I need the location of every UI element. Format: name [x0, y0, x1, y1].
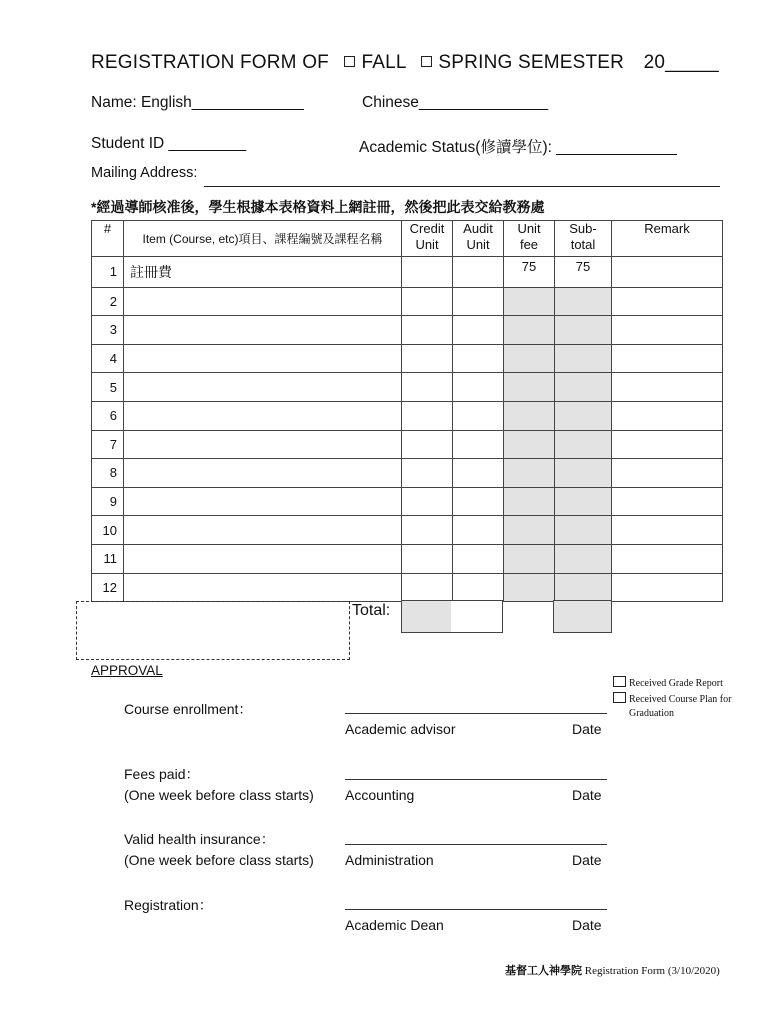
- subtotal-cell[interactable]: [555, 544, 612, 573]
- item-cell[interactable]: 註冊費: [124, 257, 402, 288]
- row-number: 6: [92, 401, 124, 430]
- remark-cell[interactable]: [612, 257, 723, 288]
- credit-unit-cell[interactable]: [402, 459, 453, 488]
- table-row: [92, 516, 723, 545]
- remark-cell[interactable]: [612, 573, 723, 602]
- unit-fee-cell[interactable]: [504, 573, 555, 602]
- subtotal-cell[interactable]: [555, 459, 612, 488]
- table-row: [92, 344, 723, 373]
- signer-dean: Academic Dean: [345, 917, 444, 933]
- total-credit-cell[interactable]: [401, 600, 453, 633]
- audit-unit-cell[interactable]: [453, 544, 504, 573]
- signature-line-dean[interactable]: [345, 909, 607, 910]
- spring-checkbox[interactable]: [421, 56, 432, 67]
- academic-status-field[interactable]: Academic Status(修讀學位): ______________: [359, 139, 677, 156]
- credit-unit-cell[interactable]: [402, 573, 453, 602]
- unit-fee-cell[interactable]: [504, 373, 555, 402]
- approval-label-enrollment: Course enrollment：: [124, 701, 253, 717]
- unit-fee-cell[interactable]: [504, 487, 555, 516]
- signature-line-accounting[interactable]: [345, 779, 607, 780]
- col-credit: Credit Unit: [402, 221, 453, 257]
- remark-cell[interactable]: [612, 316, 723, 345]
- unit-fee-cell[interactable]: [504, 430, 555, 459]
- audit-unit-cell[interactable]: [453, 287, 504, 316]
- table-row: [92, 487, 723, 516]
- credit-unit-cell[interactable]: [402, 287, 453, 316]
- unit-fee-cell[interactable]: [504, 344, 555, 373]
- audit-unit-cell[interactable]: [453, 573, 504, 602]
- table-row: [92, 257, 723, 288]
- row-number: 5: [92, 373, 124, 402]
- credit-unit-cell[interactable]: [402, 316, 453, 345]
- row-number: 7: [92, 430, 124, 459]
- audit-unit-cell[interactable]: [453, 257, 504, 288]
- row-number: 3: [92, 316, 124, 345]
- remark-cell[interactable]: [612, 459, 723, 488]
- student-id-field[interactable]: Student ID _________: [91, 135, 247, 152]
- subtotal-cell[interactable]: [555, 373, 612, 402]
- audit-unit-cell[interactable]: [453, 430, 504, 459]
- subtotal-cell[interactable]: [555, 401, 612, 430]
- item-cell[interactable]: [124, 401, 402, 430]
- signer-administration: Administration: [345, 852, 434, 868]
- table-row: [92, 316, 723, 345]
- table-header-row: [92, 221, 723, 257]
- signature-line-advisor[interactable]: [345, 713, 607, 714]
- remark-cell[interactable]: [612, 487, 723, 516]
- footer-form-label: Registration Form (3/10/2020): [584, 965, 720, 977]
- unit-fee-cell[interactable]: 75: [504, 257, 555, 288]
- date-administration: Date: [572, 852, 602, 868]
- item-cell[interactable]: [124, 544, 402, 573]
- signer-accounting: Accounting: [345, 787, 415, 803]
- grade-report-checkbox[interactable]: [613, 676, 626, 687]
- course-plan-check-line2: Graduation: [629, 708, 674, 719]
- table-row: [92, 287, 723, 316]
- subtotal-cell[interactable]: [555, 573, 612, 602]
- unit-fee-cell[interactable]: [504, 401, 555, 430]
- footer: [505, 962, 720, 978]
- subtotal-cell[interactable]: [555, 287, 612, 316]
- subtotal-cell[interactable]: [555, 316, 612, 345]
- remark-cell[interactable]: [612, 544, 723, 573]
- course-plan-check[interactable]: Received Course Plan for: [613, 692, 731, 705]
- credit-unit-cell[interactable]: [402, 344, 453, 373]
- approval-label-registration: Registration：: [124, 897, 213, 913]
- table-row: [92, 573, 723, 602]
- item-cell[interactable]: [124, 373, 402, 402]
- item-cell[interactable]: [124, 344, 402, 373]
- title-prefix: REGISTRATION FORM OF: [91, 52, 329, 73]
- notes-box[interactable]: [76, 601, 350, 660]
- audit-unit-cell[interactable]: [453, 487, 504, 516]
- table-row: [92, 544, 723, 573]
- unit-fee-cell[interactable]: [504, 459, 555, 488]
- remark-cell[interactable]: [612, 401, 723, 430]
- audit-unit-cell[interactable]: [453, 373, 504, 402]
- approval-label-fees: Fees paid：: [124, 766, 200, 782]
- grade-report-check[interactable]: Received Grade Report: [613, 676, 723, 689]
- col-unit-fee: Unit fee: [504, 221, 555, 257]
- credit-unit-cell[interactable]: [402, 487, 453, 516]
- approval-label-insurance: Valid health insurance：: [124, 831, 275, 847]
- total-label: Total:: [352, 602, 391, 619]
- subtotal-cell[interactable]: [555, 344, 612, 373]
- col-remark: Remark: [612, 221, 723, 257]
- item-cell[interactable]: [124, 316, 402, 345]
- credit-unit-cell[interactable]: [402, 430, 453, 459]
- form-title: [91, 52, 719, 74]
- col-item: Item (Course, etc)項目、課程編號及課程名稱: [124, 221, 402, 257]
- signer-advisor: Academic advisor: [345, 721, 456, 737]
- unit-fee-cell[interactable]: [504, 544, 555, 573]
- row-number: 2: [92, 287, 124, 316]
- item-cell[interactable]: [124, 287, 402, 316]
- remark-cell[interactable]: [612, 430, 723, 459]
- unit-fee-cell[interactable]: [504, 287, 555, 316]
- unit-fee-cell[interactable]: [504, 516, 555, 545]
- col-subtotal: Sub- total: [555, 221, 612, 257]
- course-table: [91, 220, 723, 602]
- subtotal-cell[interactable]: [555, 516, 612, 545]
- total-subtotal-cell[interactable]: [553, 600, 612, 633]
- remark-cell[interactable]: [612, 373, 723, 402]
- table-row: [92, 373, 723, 402]
- name-chinese-field[interactable]: Chinese_______________: [362, 94, 549, 111]
- item-cell[interactable]: [124, 430, 402, 459]
- row-number: 1: [92, 257, 124, 288]
- col-audit: Audit Unit: [453, 221, 504, 257]
- table-row: [92, 401, 723, 430]
- approval-note-insurance: (One week before class starts): [124, 852, 314, 868]
- fall-checkbox[interactable]: [344, 56, 355, 67]
- subtotal-cell[interactable]: [555, 487, 612, 516]
- footer-org: 基督工人神學院: [505, 965, 582, 977]
- item-cell[interactable]: [124, 573, 402, 602]
- unit-fee-cell[interactable]: [504, 316, 555, 345]
- row-number: 10: [92, 516, 124, 545]
- row-number: 4: [92, 344, 124, 373]
- row-number: 9: [92, 487, 124, 516]
- audit-unit-cell[interactable]: [453, 316, 504, 345]
- table-row: [92, 430, 723, 459]
- subtotal-cell[interactable]: 75: [555, 257, 612, 288]
- credit-unit-cell[interactable]: [402, 257, 453, 288]
- col-num: #: [92, 221, 124, 257]
- date-accounting: Date: [572, 787, 602, 803]
- table-row: [92, 459, 723, 488]
- mailing-address-line[interactable]: [204, 186, 720, 187]
- row-number: 8: [92, 459, 124, 488]
- credit-unit-cell[interactable]: [402, 544, 453, 573]
- date-advisor: Date: [572, 721, 602, 737]
- spring-label: SPRING SEMESTER: [438, 52, 625, 73]
- item-cell[interactable]: [124, 487, 402, 516]
- credit-unit-cell[interactable]: [402, 401, 453, 430]
- audit-unit-cell[interactable]: [453, 344, 504, 373]
- remark-cell[interactable]: [612, 516, 723, 545]
- approval-note-fees: (One week before class starts): [124, 787, 314, 803]
- mailing-address-label: Mailing Address:: [91, 165, 198, 181]
- total-audit-cell[interactable]: [451, 600, 503, 633]
- audit-unit-cell[interactable]: [453, 516, 504, 545]
- row-number: 12: [92, 573, 124, 602]
- credit-unit-cell[interactable]: [402, 516, 453, 545]
- course-plan-checkbox[interactable]: [613, 692, 626, 703]
- name-english-field[interactable]: Name: English_____________: [91, 94, 304, 111]
- item-cell[interactable]: [124, 459, 402, 488]
- subtotal-cell[interactable]: [555, 430, 612, 459]
- signature-line-administration[interactable]: [345, 844, 607, 845]
- instruction-text: *經過導師核准後，學生根據本表格資料上網註冊，然後把此表交給教務處: [91, 199, 545, 215]
- audit-unit-cell[interactable]: [453, 459, 504, 488]
- year-field[interactable]: 20_____: [643, 52, 719, 73]
- approval-heading: APPROVAL: [91, 663, 163, 678]
- date-dean: Date: [572, 917, 602, 933]
- fall-label: FALL: [361, 52, 406, 73]
- credit-unit-cell[interactable]: [402, 373, 453, 402]
- row-number: 11: [92, 544, 124, 573]
- remark-cell[interactable]: [612, 344, 723, 373]
- item-cell[interactable]: [124, 516, 402, 545]
- remark-cell[interactable]: [612, 287, 723, 316]
- audit-unit-cell[interactable]: [453, 401, 504, 430]
